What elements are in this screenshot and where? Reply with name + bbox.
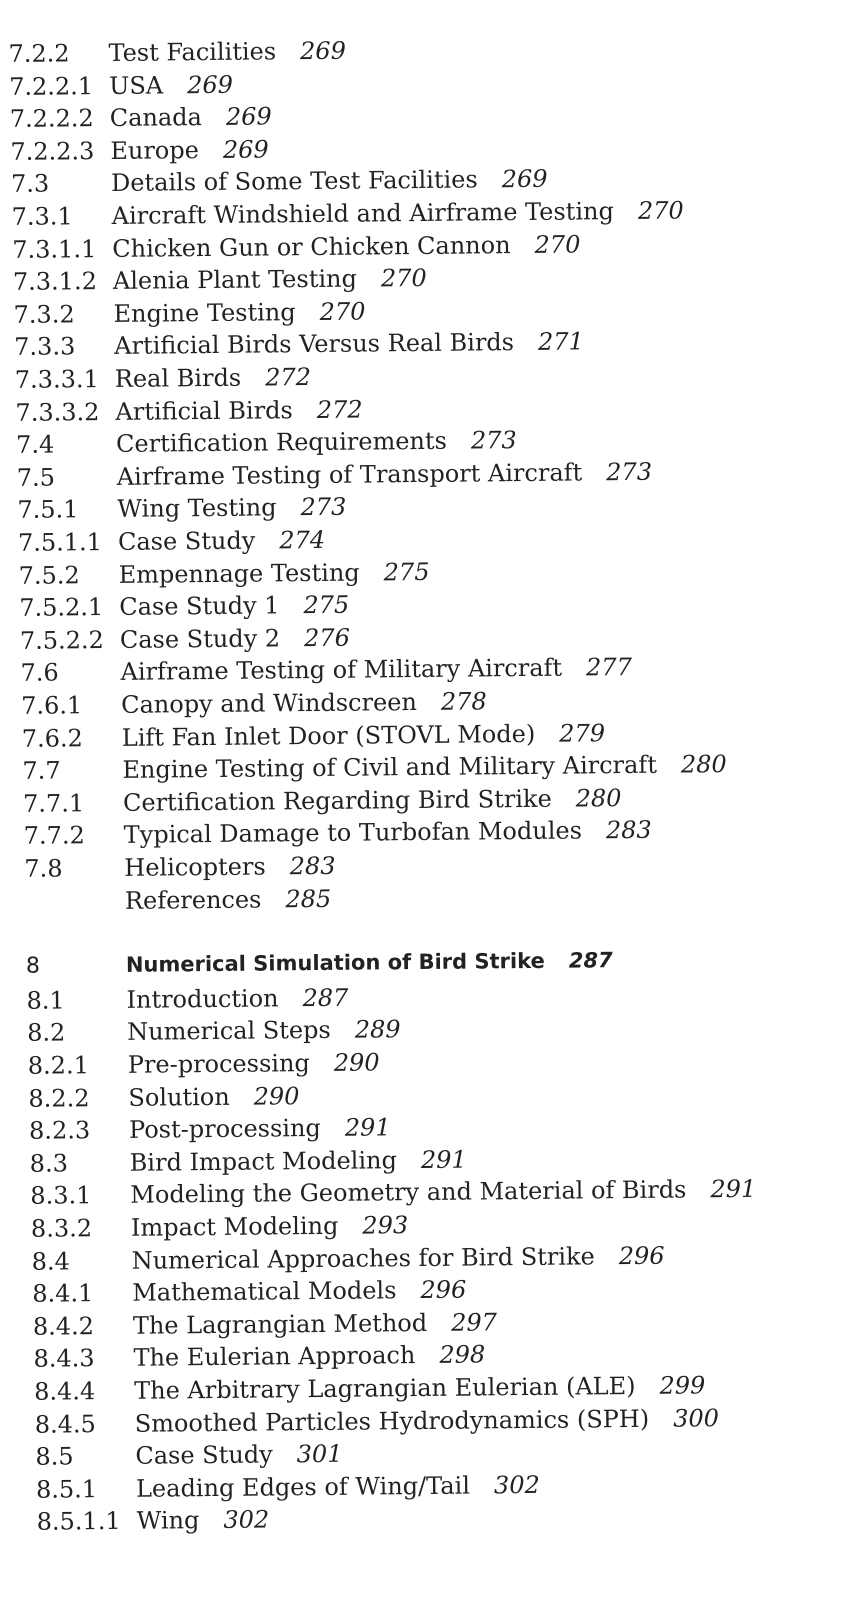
section-title-text: References — [124, 885, 262, 915]
page-number: 302 — [223, 1505, 270, 1535]
page-number: 301 — [296, 1439, 343, 1469]
section-title-text: Leading Edges of Wing/Tail — [135, 1471, 471, 1503]
section-title — [115, 426, 517, 459]
section-title — [129, 1145, 467, 1177]
page-number: 290 — [253, 1081, 300, 1111]
section-title — [116, 457, 653, 491]
page-number: 297 — [451, 1308, 498, 1337]
section-title — [136, 1505, 270, 1536]
section-title — [126, 983, 349, 1014]
section-number: 7.2.2.2 — [9, 104, 94, 134]
section-number: 7.5.2.1 — [19, 593, 104, 623]
section-number: 8.3 — [29, 1149, 69, 1178]
section-number: 7.2.2 — [8, 39, 70, 68]
section-number: 7.3.1.2 — [12, 267, 98, 297]
section-number: 8.5.1.1 — [36, 1507, 121, 1537]
section-number: 7.8 — [24, 854, 63, 883]
section-title — [121, 718, 606, 752]
section-number: 7.3.3.1 — [14, 365, 99, 394]
section-number: 8.4.4 — [34, 1377, 96, 1406]
page-number: 302 — [493, 1470, 540, 1500]
page-number: 269 — [299, 36, 347, 66]
section-title-text: Certification Requirements — [115, 426, 448, 459]
section-title — [134, 1371, 706, 1405]
section-title-text: Case Study 1 — [119, 591, 280, 622]
section-title-text: Chicken Gun or Chicken Cannon — [112, 230, 511, 263]
page-number: 283 — [605, 816, 652, 845]
section-number: 8.4 — [31, 1246, 70, 1276]
section-title-text: Canopy and Windscreen — [121, 688, 418, 719]
section-title-text: Numerical Steps — [127, 1016, 331, 1047]
section-number: 8.5 — [35, 1442, 74, 1471]
section-title-text: Aircraft Windshield and Airframe Testing — [111, 197, 615, 230]
section-title — [129, 1115, 391, 1142]
section-title — [132, 1275, 467, 1307]
section-title — [109, 102, 272, 133]
section-title-text: USA — [109, 71, 164, 100]
section-title — [127, 1048, 380, 1079]
section-number: 7.3 — [10, 169, 50, 199]
section-title-text: Artificial Birds — [115, 395, 293, 426]
section-number: 8.3.1 — [30, 1181, 92, 1211]
section-title — [126, 950, 613, 976]
section-number: 7.3.1 — [11, 202, 73, 231]
section-number: 7.5.2.2 — [19, 625, 104, 655]
page-number: 299 — [659, 1371, 706, 1400]
section-number: 8.3.2 — [30, 1214, 93, 1243]
page-number: 275 — [383, 557, 430, 586]
section-title-text: Certification Regarding Bird Strike — [122, 784, 552, 817]
section-title-text: Wing Testing — [117, 493, 277, 524]
page-number: 270 — [319, 297, 366, 326]
section-number: 8.2.3 — [28, 1116, 91, 1145]
section-title-text: Wing — [136, 1506, 200, 1536]
section-number: 7.6 — [20, 658, 59, 688]
section-title — [122, 750, 727, 785]
section-title — [109, 70, 234, 100]
section-title-text: Case Study 2 — [119, 624, 281, 654]
page-number: 275 — [303, 590, 350, 620]
page-number: 287 — [302, 983, 349, 1012]
section-title-text: Pre-processing — [127, 1049, 310, 1079]
section-title-text: Case Study — [117, 526, 256, 556]
section-number: 7.2.2.1 — [9, 71, 94, 101]
section-title — [111, 196, 684, 230]
section-title — [128, 1081, 300, 1112]
section-title — [124, 884, 332, 915]
section-title-text: Introduction — [126, 984, 279, 1014]
page-number: 279 — [559, 718, 606, 748]
section-title — [119, 623, 351, 654]
section-title-text: Engine Testing — [113, 297, 296, 328]
section-number: 8 — [25, 953, 41, 979]
section-title-text: Alenia Plant Testing — [112, 264, 358, 296]
section-title — [131, 1241, 665, 1275]
page-number: 273 — [606, 457, 653, 486]
section-number: 8.4.5 — [34, 1409, 96, 1439]
page-number: 291 — [710, 1175, 757, 1204]
page-number: 293 — [362, 1211, 409, 1240]
page-number: 270 — [380, 264, 427, 293]
page-number: 277 — [585, 653, 633, 682]
page-number: 271 — [537, 327, 584, 357]
page-number: 272 — [316, 395, 363, 424]
section-number: 7.6.1 — [21, 691, 83, 720]
section-number: 8.4.1 — [32, 1279, 94, 1308]
page-number: 270 — [637, 196, 684, 225]
section-number: 7.2.2.3 — [10, 136, 95, 166]
page-number: 272 — [265, 363, 312, 392]
section-number: 7.3.2 — [13, 300, 75, 329]
section-title-text: Typical Damage to Turbofan Modules — [123, 816, 583, 850]
section-number: 7.7.1 — [22, 789, 85, 818]
section-title — [113, 297, 366, 328]
section-title — [124, 851, 336, 882]
section-title — [127, 1015, 401, 1047]
section-title — [121, 689, 487, 717]
section-number: 7.5.2 — [18, 560, 80, 590]
section-number: 8.2.2 — [28, 1083, 90, 1113]
section-title-text: Airframe Testing of Military Aircraft — [120, 654, 563, 687]
section-title — [120, 653, 633, 687]
page-number: 291 — [344, 1113, 391, 1142]
section-title-text: Empennage Testing — [118, 558, 360, 589]
section-title-text: Numerical Simulation of Bird Strike — [125, 949, 545, 978]
section-title — [115, 395, 363, 426]
page-number: 269 — [501, 165, 548, 194]
section-title-text: Test Facilities — [108, 37, 277, 67]
section-number: 7.7 — [22, 756, 61, 786]
section-title — [132, 1308, 498, 1340]
page-number: 280 — [680, 750, 727, 779]
section-title-text: Artificial Birds Versus Real Birds — [114, 328, 515, 361]
section-title — [123, 816, 652, 850]
section-title-text: Airframe Testing of Transport Aircraft — [116, 458, 583, 491]
page-number: 283 — [289, 851, 336, 881]
section-number: 7.5.1 — [17, 495, 79, 525]
section-number: 8.4.3 — [33, 1344, 95, 1374]
section-title-text: Case Study — [135, 1440, 273, 1470]
section-title-text: Bird Impact Modeling — [129, 1146, 398, 1177]
section-number: 8.2 — [27, 1018, 66, 1048]
section-number: 7.6.2 — [21, 723, 84, 753]
section-title-text: Smoothed Particles Hydrodynamics (SPH) — [134, 1404, 650, 1438]
page-number: 296 — [420, 1275, 467, 1305]
section-title — [117, 525, 326, 556]
section-number: 7.3.1.1 — [12, 234, 97, 264]
section-title — [122, 783, 622, 817]
page-number: 269 — [222, 135, 269, 164]
section-title — [133, 1340, 486, 1373]
section-title — [130, 1175, 757, 1210]
section-title — [110, 165, 548, 198]
page-number: 290 — [333, 1048, 380, 1077]
section-title-text: The Eulerian Approach — [133, 1341, 416, 1373]
page-number: 287 — [568, 948, 613, 973]
section-title — [115, 365, 311, 391]
page-number: 270 — [534, 230, 581, 259]
section-title — [118, 557, 430, 589]
section-title — [108, 36, 347, 67]
section-title — [112, 230, 581, 263]
section-title-text: Canada — [109, 103, 203, 133]
section-title-text: Europe — [110, 135, 200, 165]
section-title — [131, 1213, 408, 1240]
page-number: 285 — [285, 884, 332, 913]
section-title-text: Lift Fan Inlet Door (STOVL Mode) — [121, 719, 536, 752]
section-number: 7.7.2 — [23, 821, 85, 851]
page-number: 300 — [672, 1403, 720, 1433]
section-title — [134, 1403, 720, 1438]
section-title — [135, 1470, 540, 1503]
page-number: 273 — [300, 493, 347, 522]
section-title-text: Engine Testing of Civil and Military Aircraft — [122, 750, 658, 785]
section-title-text: Post-processing — [128, 1114, 321, 1144]
section-title — [135, 1439, 343, 1470]
section-number: 8.5.1 — [35, 1474, 98, 1504]
section-title-text: Numerical Approaches for Bird Strike — [131, 1241, 595, 1275]
section-number: 7.5.1.1 — [17, 528, 103, 557]
page-number: 298 — [439, 1340, 486, 1370]
section-title-text: Details of Some Test Facilities — [110, 165, 478, 198]
page-number: 278 — [440, 687, 487, 716]
page-number: 289 — [354, 1015, 401, 1045]
page-number: 273 — [470, 426, 517, 455]
section-number: 7.3.3.2 — [15, 397, 100, 427]
section-title-text: Helicopters — [124, 852, 266, 882]
section-number: 8.4.2 — [32, 1311, 95, 1341]
section-number: 7.4 — [15, 430, 55, 460]
page-number: 291 — [420, 1145, 467, 1174]
section-title-text: Modeling the Geometry and Material of Birds — [130, 1175, 687, 1210]
section-title-text: Mathematical Models — [132, 1276, 397, 1307]
section-title — [110, 137, 269, 163]
section-title — [114, 327, 584, 361]
page-number: 276 — [303, 623, 351, 652]
page-number: 280 — [575, 783, 622, 813]
section-number: 7.5 — [16, 463, 56, 492]
section-title-text: Solution — [128, 1082, 230, 1112]
section-number: 8.1 — [26, 986, 65, 1015]
section-number: 8.2.1 — [27, 1051, 90, 1080]
section-title — [112, 264, 427, 296]
section-number: 7.3.3 — [14, 332, 76, 362]
page-number: 274 — [279, 525, 326, 555]
section-title-text: Impact Modeling — [130, 1211, 339, 1242]
section-title — [119, 590, 350, 622]
section-title-text: The Lagrangian Method — [132, 1308, 428, 1340]
page-number: 296 — [618, 1241, 665, 1270]
page-number: 269 — [225, 102, 272, 132]
section-title-text: Real Birds — [114, 363, 242, 393]
page-number: 269 — [187, 70, 234, 99]
section-title-text: The Arbitrary Lagrangian Eulerian (ALE) — [134, 1371, 636, 1405]
section-title — [117, 493, 347, 524]
